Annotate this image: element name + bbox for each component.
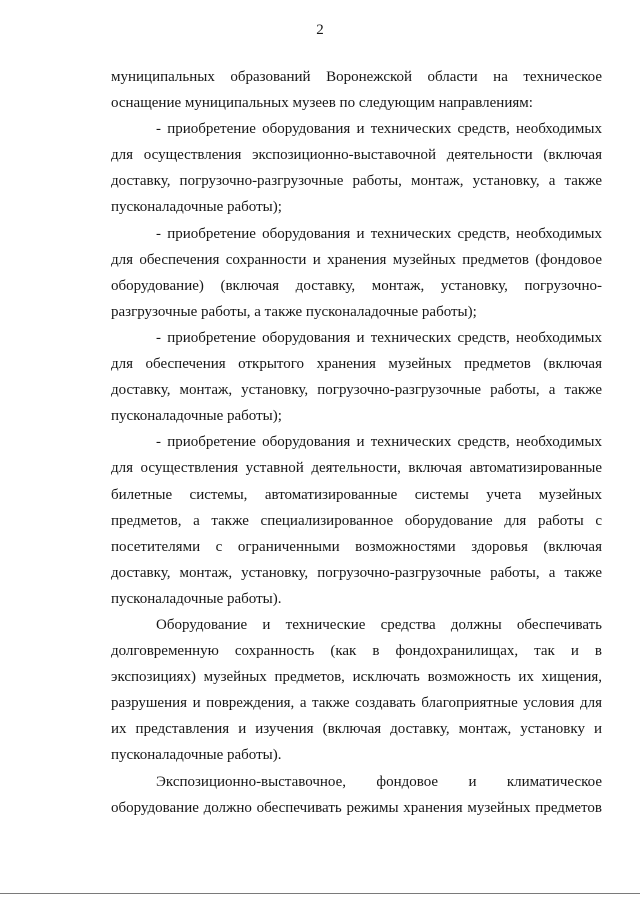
text-line: - приобретение оборудования и технических средств, необходимых [156,329,602,346]
paragraph [111,429,602,612]
paragraph [111,221,602,325]
text-line: пусконаладочные работы); [111,199,282,216]
page-number: 2 [316,22,324,38]
text-line: их представления и изучения (включая доставку, монтаж, установку и [111,721,602,738]
text-line: экспозициях) музейных предметов, исключать возможность их хищения, [111,669,602,686]
text-line: - приобретение оборудования и технических средств, необходимых [156,225,602,242]
paragraph [111,612,602,769]
text-line: Оборудование и технические средства должны обеспечивать [156,616,602,633]
text-line: оборудование должно обеспечивать режимы хранения музейных предметов [111,799,602,816]
paragraph [111,769,602,821]
text-line: - приобретение оборудования и технических средств, необходимых [156,434,602,451]
text-line: для осуществления экспозиционно-выставочной деятельности (включая [111,147,602,164]
text-line: для осуществления уставной деятельности, включая автоматизированные [111,460,602,477]
text-line: предметов, а также специализированное оборудование для работы с [111,512,602,529]
text-line: пусконаладочные работы). [111,590,282,607]
text-line: доставку, монтаж, установку, погрузочно-разгрузочные работы, а также [111,564,602,581]
document-body [111,64,602,821]
text-line: пусконаладочные работы); [111,408,282,425]
scan-edge-line [0,893,640,894]
text-line: оборудование) (включая доставку, монтаж, установку, погрузочно- [111,277,602,294]
paragraph [111,325,602,429]
text-line: для обеспечения открытого хранения музейных предметов (включая [111,356,602,373]
text-line: доставку, монтаж, установку, погрузочно-разгрузочные работы, а также [111,382,602,399]
text-line: посетителями с ограниченными возможностями здоровья (включая [111,538,602,555]
text-line: - приобретение оборудования и технических средств, необходимых [156,121,602,138]
text-line: Экспозиционно-выставочное, фондовое и климатическое [156,773,602,790]
text-line: пусконаладочные работы). [111,747,282,764]
paragraph [111,64,602,116]
text-line: муниципальных образований Воронежской области на техническое [111,69,602,85]
text-line: разрушения и повреждения, а также создавать благоприятные условия для [111,695,602,712]
paragraph [111,116,602,220]
text-line: разгрузочные работы, а также пусконаладочные работы); [111,303,477,320]
text-line: долговременную сохранность (как в фондохранилищах, так и в [111,643,602,660]
text-line: оснащение муниципальных музеев по следующим направлениям: [111,95,533,112]
text-line: для обеспечения сохранности и хранения музейных предметов (фондовое [111,251,602,268]
text-line: доставку, погрузочно-разгрузочные работы, монтаж, установку, а также [111,173,602,190]
text-line: билетные системы, автоматизированные системы учета музейных [111,486,602,503]
